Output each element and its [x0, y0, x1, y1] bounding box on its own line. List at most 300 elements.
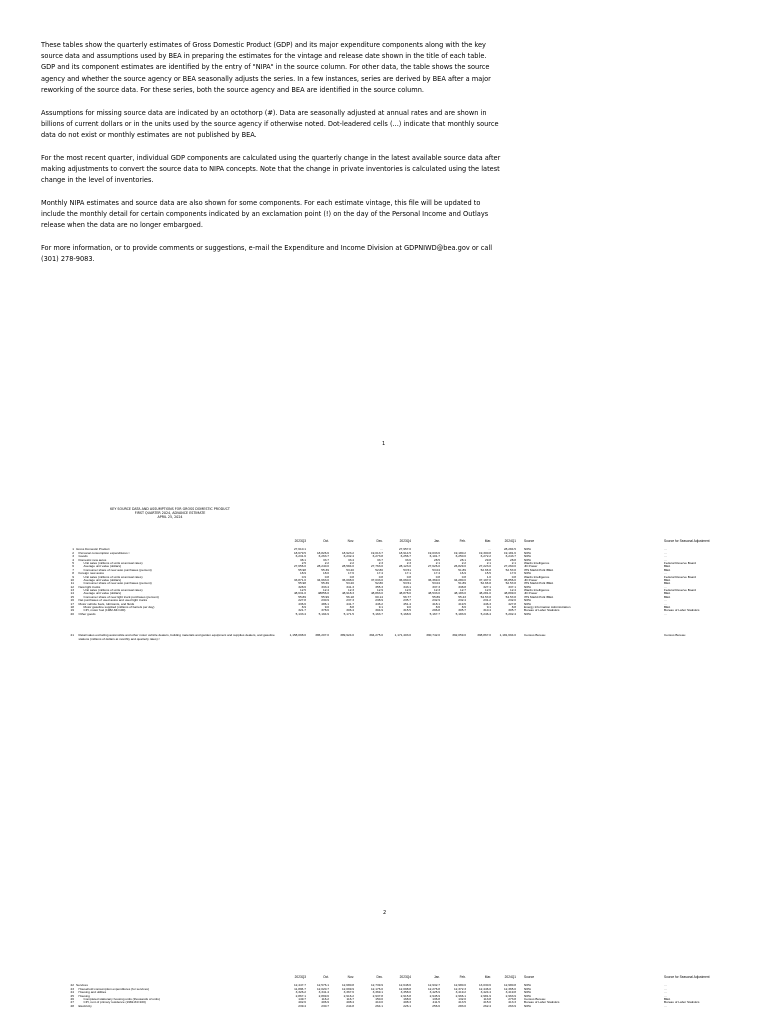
cell-value: 6,243.7: [505, 554, 516, 559]
key-source-data-table: [60, 540, 720, 644]
cell-value: 226.1: [403, 1003, 411, 1008]
cell-value: 12,176.0: [370, 986, 383, 991]
cell-value: 3,419.2: [455, 990, 466, 995]
cell-value: 28,584.0: [341, 564, 354, 569]
cell-value: 0.8: [461, 574, 466, 579]
line-number: 17: [70, 601, 74, 606]
cell-value: 6,272.2: [480, 554, 491, 559]
source-cell: Bureau of Labor Statistics: [524, 1000, 560, 1005]
cell-value: 413.5: [458, 1000, 466, 1005]
cell-value: 17.6: [347, 571, 354, 576]
cell-value: 321.7: [298, 608, 306, 613]
cell-value: 19,013.7: [370, 550, 383, 555]
seasonal-adjustment-cell: ...: [664, 598, 667, 603]
cell-value: 239.4: [298, 1003, 306, 1008]
cell-value: 53.20: [346, 567, 354, 572]
cell-value: 446.2: [375, 601, 383, 606]
cell-value: 2.3: [378, 560, 383, 565]
line-number: 8: [72, 571, 74, 576]
cell-value: 48856.0: [317, 591, 329, 596]
column-header: Oct.: [323, 539, 329, 543]
cell-value: 17.4: [433, 571, 440, 576]
cell-value: 6,231.6: [295, 554, 306, 559]
cell-value: 28,240.0: [316, 564, 329, 569]
cell-value: 237.3: [346, 598, 354, 603]
row-label: Unit sales (millions of units at annual rates): [83, 575, 143, 579]
seasonal-adjustment-cell: BEA: [664, 577, 671, 582]
page-number: 2: [383, 910, 387, 916]
table-title-line: KEY SOURCE DATA AND ASSUMPTIONS FOR GROSS DOMESTIC PRODUCT: [110, 507, 230, 511]
line-number: 27: [70, 1000, 74, 1005]
cell-value: ...: [488, 547, 491, 552]
cell-value: 12.6: [484, 588, 491, 593]
cell-value: 51.89: [458, 567, 466, 572]
cell-value: 27,223.0: [478, 564, 491, 569]
cell-value: 2,945.9: [429, 993, 440, 998]
cell-value: 3,341.4: [318, 990, 329, 995]
seasonal-adjustment-cell: Census Bureau: [664, 633, 686, 638]
cell-value: 12,739.9: [370, 983, 383, 988]
source-cell: NIPA: [524, 557, 531, 562]
cell-value: 52.80: [375, 581, 383, 586]
column-header: 2023Q3: [294, 975, 306, 979]
cell-value: 18,826.6: [316, 550, 329, 555]
cell-value: 12.7: [459, 588, 466, 593]
intro-paragraph: For more information, or to provide comments or suggestions, e-mail the Expenditure and Income Division at GDPNIWD@bea.gov or call (301) 278-9083.: [41, 244, 493, 264]
cell-value: 2.1: [435, 560, 440, 565]
cell-value: 132.0: [458, 996, 466, 1001]
cell-value: 27,763.0: [370, 564, 383, 569]
seasonal-adjustment-cell: ...: [664, 554, 667, 559]
cell-value: 27,260.0: [503, 564, 516, 569]
seasonal-adjustment-cell: Bureau of Labor Statistics: [664, 1000, 700, 1005]
cell-value: 55.39: [321, 581, 329, 586]
cell-value: 8.8: [349, 605, 354, 610]
cell-value: 413.3: [508, 1000, 516, 1005]
cell-value: 12,980.8: [503, 983, 516, 988]
line-number: 7: [72, 567, 74, 572]
intro-paragraph: For the most recent quarter, individual GDP components are calculated using the quarterly change in the latest available source data after making adjustments to convert the source data to NIPA concepts. Note that the change in private inventories is calculated using the latest change in the level of inventories.: [41, 153, 501, 185]
cell-value: 5,168.6: [400, 611, 411, 616]
cell-value: 389,924.0: [340, 633, 354, 638]
row-label: Net purchases of used autos and used light trucks: [78, 599, 148, 603]
page-number: 1: [382, 441, 386, 447]
cell-value: 12.9: [376, 588, 383, 593]
source-cell: NIPA: [524, 554, 531, 559]
cell-value: 273.8: [508, 996, 516, 1001]
cell-value: 232.9: [432, 598, 440, 603]
cell-value: 53.51: [403, 581, 411, 586]
cell-value: 54.53 #: [505, 594, 516, 599]
cell-value: 36,369.0: [427, 577, 440, 582]
cell-value: 305.7: [508, 608, 516, 613]
cell-value: 0.9: [301, 574, 306, 579]
cell-value: 37,197.0: [478, 577, 491, 582]
row-label: Consumer share of new auto purchases (percent): [83, 582, 152, 586]
cell-value: 19,180.2: [453, 550, 466, 555]
cell-value: 333.4: [321, 584, 329, 589]
cell-value: 378.6: [321, 608, 329, 613]
seasonal-adjustment-cell: BEA: [664, 996, 671, 1001]
line-number: 24: [70, 990, 74, 995]
line-number: 3: [72, 554, 74, 559]
cell-value: 6,273.8: [372, 554, 383, 559]
line-number: 28: [70, 1003, 74, 1008]
cell-value: 338.8: [458, 584, 466, 589]
row-label: Average unit value (dollars): [83, 565, 122, 569]
cell-value: 36,060.0: [398, 577, 411, 582]
table-title-line: FIRST QUARTER 2024, ADVANCE ESTIMATE: [134, 511, 206, 515]
cell-value: 12.6: [404, 588, 411, 593]
table-header-row: [60, 540, 720, 543]
cell-value: 12.3: [433, 588, 440, 593]
cell-value: 2,937.8: [372, 993, 383, 998]
cell-value: 3,424.4: [480, 990, 491, 995]
cell-value: 136.8: [432, 996, 440, 1001]
cell-value: 27,610.1: [293, 547, 306, 552]
cell-value: 263.9: [508, 1003, 516, 1008]
cell-value: 5,133.4: [295, 611, 306, 616]
cell-value: 3,367.6: [343, 990, 354, 995]
cell-value: 55.98: [298, 581, 306, 586]
seasonal-adjustment-cell: BEA: [664, 581, 671, 586]
cell-value: 12,932.7: [427, 983, 440, 988]
cell-value: 2,867.1: [295, 993, 306, 998]
column-header: 2024Q1: [504, 975, 516, 979]
cell-value: 11,896.7: [294, 986, 306, 991]
line-number: 20: [70, 611, 74, 616]
cell-value: 52.80: [375, 567, 383, 572]
cell-value: 12,099.9: [341, 986, 354, 991]
cell-value: 343.1: [403, 584, 411, 589]
cell-value: 52.66 #: [480, 567, 491, 572]
source-cell: Bureau of Labor Statistics: [524, 608, 560, 613]
intro-paragraph: Monthly NIPA estimates and source data are also shown for some components. For each estimate vintage, this file will be updated to include the monthly detail for certain components indicated by an exclamation point (!) on the day of the Personal Income and Outlays release when the data are no longer embargoed.: [41, 199, 489, 230]
line-number: 14: [70, 591, 74, 596]
source-cell: NIPA: [524, 550, 531, 555]
cell-value: 28.8: [509, 557, 516, 562]
column-header: Mar.: [484, 975, 491, 979]
cell-value: 8.6: [461, 605, 466, 610]
cell-value: 231.2: [483, 598, 491, 603]
source-cell: NIPA: [524, 571, 531, 576]
cell-value: 53.20: [346, 581, 354, 586]
cell-value: 33.6: [404, 557, 411, 562]
table-header-row: [60, 976, 720, 979]
row-label: Consumer share of new light truck purchases (percent): [83, 595, 159, 599]
cell-value: 53.04: [432, 567, 440, 572]
cell-value: 486.1: [321, 601, 329, 606]
line-number: 6: [72, 564, 74, 569]
cell-value: 6,250.0: [455, 554, 466, 559]
cell-value: 2,899.6: [318, 993, 329, 998]
cell-value: 244.8: [346, 1003, 354, 1008]
cell-value: 60.14: [375, 594, 383, 599]
row-label: Consumer share of new auto purchases (percent): [83, 568, 152, 572]
cell-value: 0.8: [378, 574, 383, 579]
cell-value: 328.6: [298, 584, 306, 589]
cell-value: 451.4: [403, 601, 411, 606]
cell-value: 52.66 #: [480, 581, 491, 586]
row-label: Housing: [78, 994, 90, 998]
cell-value: ...: [380, 547, 383, 552]
row-label: Housing and utilities: [78, 991, 107, 995]
cell-value: 28.5: [433, 557, 440, 562]
source-cell: NIPA: [524, 611, 531, 616]
cell-value: 256.6: [432, 1003, 440, 1008]
cell-value: 337.1: [508, 584, 516, 589]
cell-value: 150.0: [375, 996, 383, 1001]
line-number: 19: [70, 608, 74, 613]
column-header: Jan.: [433, 539, 440, 543]
cell-value: 5,202.4: [505, 611, 516, 616]
source-cell: NIPA: [524, 1003, 531, 1008]
cell-value: 34,663.0: [316, 577, 329, 582]
cell-value: 0.8: [435, 574, 440, 579]
seasonal-adjustment-cell: ...: [664, 993, 667, 998]
line-number: 10: [70, 577, 74, 582]
cell-value: 17.4: [376, 571, 383, 576]
cell-value: 55.39: [321, 567, 329, 572]
source-cell: NIPA: [524, 598, 531, 603]
cell-value: 53.51: [403, 567, 411, 572]
cell-value: 37,033.0: [370, 577, 383, 582]
cell-value: 283.0: [458, 1003, 466, 1008]
line-number: 13: [70, 588, 74, 593]
row-label: New light trucks: [78, 585, 101, 589]
cell-value: 16.9: [459, 571, 466, 576]
column-header: 2024Q1: [504, 539, 516, 543]
cell-value: 6,232.4: [343, 554, 354, 559]
column-header: Jan.: [433, 975, 440, 979]
seasonal-adjustment-cell: Federal Reserve Board: [664, 574, 696, 579]
cell-value: 27,626.0: [427, 564, 440, 569]
cell-value: 19,181.6: [503, 550, 516, 555]
cell-value: 12.3: [347, 588, 354, 593]
cell-value: 15.5: [484, 571, 491, 576]
row-label: Completed stationary housing units (thousands of units): [83, 997, 160, 1001]
line-number: 5: [72, 560, 74, 565]
source-cell: NIPA: [524, 986, 531, 991]
cell-value: 18,679.5: [293, 550, 306, 555]
cell-value: 230.9: [321, 598, 329, 603]
table-title: [60, 507, 280, 519]
intro-text: [41, 40, 501, 277]
cell-value: 55.43: [458, 594, 466, 599]
row-label: Personal consumption expenditures ¹: [78, 551, 130, 555]
cell-value: 26,829.0: [453, 564, 466, 569]
line-number: 11: [70, 581, 74, 586]
cell-value: 55.89: [298, 594, 306, 599]
seasonal-adjustment-cell: Federal Reserve Board: [664, 560, 696, 565]
cell-value: 48,918.3: [341, 591, 354, 596]
cell-value: 436.6: [298, 601, 306, 606]
column-header: Source for Seasonal Adjustment: [664, 975, 710, 979]
seasonal-adjustment-cell: BEA: [664, 605, 671, 610]
cell-value: 17.6: [509, 571, 516, 576]
cell-value: 0.8: [406, 574, 411, 579]
seasonal-adjustment-cell: BEA: [664, 594, 671, 599]
cell-value: 419.5: [458, 601, 466, 606]
cell-value: 48,878.0: [398, 591, 411, 596]
cell-value: 2.5: [301, 560, 306, 565]
column-header: Nov.: [347, 975, 354, 979]
cell-value: 5,183.6: [455, 611, 466, 616]
seasonal-adjustment-cell: Federal Reserve Board: [664, 588, 696, 593]
column-header: Dec.: [376, 539, 383, 543]
cell-value: 398,867.0: [477, 633, 491, 638]
cell-value: 2.2: [349, 560, 354, 565]
column-header: 2023Q3: [294, 539, 306, 543]
row-label: Average unit value (dollars): [83, 592, 122, 596]
intro-paragraph: These tables show the quarterly estimates of Gross Domestic Product (GDP) and its major expenditure components along with the key source data and assumptions used by BEA in preparing the estimates for the vintage and release date shown in the title of each table. GDP and its component estimates are identified by the entry of "NIPA" in the source column. For other data, the table shows the source agency and whether the source agency or BEA seasonally adjusts the series. In a few instances, series are derived by BEA after a major reworking of the source data. For these series, both the source agency and BEA are identified in the source column.: [41, 41, 491, 94]
cell-value: 18.0: [322, 571, 329, 576]
source-cell: Wards Intelligence: [524, 588, 550, 593]
cell-value: 441.7: [346, 601, 354, 606]
line-number: 2: [72, 550, 74, 555]
line-number: 12: [70, 584, 74, 589]
cell-value: 0.8: [511, 574, 516, 579]
source-cell: JD Power: [524, 577, 538, 582]
cell-value: 12,020.7: [316, 986, 329, 991]
source-cell: Census Bureau: [524, 633, 546, 638]
cell-value: 1,158,098.0: [289, 633, 306, 638]
source-cell: Energy Information Administration: [524, 605, 571, 610]
row-label: CPI, motor fuel (1982-84=100): [83, 609, 126, 613]
column-header: Feb.: [459, 539, 466, 543]
cell-value: 2.2: [324, 560, 329, 565]
cell-value: 12,980.0: [453, 983, 466, 988]
seasonal-adjustment-cell: ...: [664, 1003, 667, 1008]
table-title-line: APRIL 25, 2024: [157, 515, 183, 519]
cell-value: 2.1: [511, 560, 516, 565]
cell-value: 6,263.7: [318, 554, 329, 559]
cell-value: 238.9: [375, 598, 383, 603]
column-header: Source: [524, 975, 535, 979]
cell-value: 446.3: [483, 601, 491, 606]
cell-value: 2,981.9: [480, 993, 491, 998]
seasonal-adjustment-cell: Bureau of Labor Statistics: [664, 608, 700, 613]
cell-value: 116.7: [346, 996, 354, 1001]
key-source-data-table-continued: [60, 976, 720, 1008]
cell-value: 386,207.0: [315, 633, 329, 638]
cell-value: 2.1: [486, 560, 491, 565]
cell-value: 427.8: [508, 601, 516, 606]
cell-value: 48,183.0: [453, 591, 466, 596]
cell-value: 48,631.0: [293, 591, 306, 596]
row-label: Retail sales excluding automobile and other motor vehicle dealers, building materials and garden equipment and supplies dealers, and gasoline stations (millions of dollars at monthly and quarterly rates) ²: [78, 634, 275, 641]
line-number: 9: [72, 574, 74, 579]
source-cell: JD Power: [524, 591, 538, 596]
cell-value: 28,123.0: [398, 564, 411, 569]
cell-value: 6,101.7: [429, 554, 440, 559]
cell-value: 149.7: [298, 996, 306, 1001]
cell-value: 56.18: [346, 594, 354, 599]
line-number: 22: [70, 983, 74, 988]
cell-value: 55.98: [298, 567, 306, 572]
cell-value: 12.5: [299, 588, 306, 593]
cell-value: 34,280.0: [453, 577, 466, 582]
row-label: Services: [76, 984, 88, 988]
cell-value: 28,284.5: [503, 547, 516, 552]
cell-value: 8.8: [511, 605, 516, 610]
cell-value: 1,171,403.0: [394, 633, 411, 638]
cell-value: 0.8: [324, 574, 329, 579]
cell-value: 337.3: [432, 584, 440, 589]
line-number: 15: [70, 594, 74, 599]
cell-value: 2,916.2: [343, 993, 354, 998]
cell-value: 18,914.5: [398, 550, 411, 555]
cell-value: 235.7: [403, 598, 411, 603]
seasonal-adjustment-cell: ...: [664, 571, 667, 576]
source-cell: NIPA: [524, 547, 531, 552]
row-label: Domestic new autos: [78, 558, 107, 562]
source-cell: IHS Markit Polk /BEA: [524, 581, 554, 586]
table-row: [60, 613, 720, 616]
seasonal-adjustment-cell: ...: [664, 611, 667, 616]
cell-value: 410.0: [375, 1000, 383, 1005]
source-cell: NIPA: [524, 983, 531, 988]
row-label: Foreign new autos: [78, 572, 104, 576]
line-number: 16: [70, 598, 74, 603]
line-number: 21: [70, 633, 74, 638]
cell-value: 232.0: [508, 598, 516, 603]
cell-value: 9.1: [486, 605, 491, 610]
seasonal-adjustment-cell: ...: [664, 990, 667, 995]
cell-value: 3,326.2: [295, 990, 306, 995]
row-label: Motor vehicle fuels, lubricants, and fluids: [78, 602, 135, 606]
seasonal-adjustment-cell: BEA: [664, 591, 671, 596]
row-label: Other goods: [78, 612, 96, 616]
line-number: 25: [70, 993, 74, 998]
seasonal-adjustment-cell: BEA: [664, 567, 671, 572]
cell-value: 17.1: [404, 571, 411, 576]
cell-value: 56.77: [403, 594, 411, 599]
cell-value: 418.1: [432, 601, 440, 606]
line-number: 1: [72, 547, 74, 552]
cell-value: 327.1: [483, 584, 491, 589]
table-row: [60, 634, 720, 644]
row-label: Gross Domestic Product: [76, 548, 110, 552]
cell-value: 12.4: [322, 588, 329, 593]
cell-value: 262.4: [483, 1003, 491, 1008]
table-row: [60, 1005, 720, 1008]
cell-value: 33.7: [322, 557, 329, 562]
cell-value: 9.0: [324, 605, 329, 610]
column-header: Nov.: [347, 539, 354, 543]
cell-value: 38.1: [299, 557, 306, 562]
source-cell: JD Power: [524, 564, 538, 569]
cell-value: 9.1: [378, 605, 383, 610]
cell-value: 2,963.9: [505, 993, 516, 998]
cell-value: 48,533.0: [427, 591, 440, 596]
cell-value: 113.8: [483, 996, 491, 1001]
cell-value: 3,369.1: [372, 990, 383, 995]
cell-value: 230.7: [321, 1003, 329, 1008]
cell-value: 5,163.7: [372, 611, 383, 616]
source-cell: IHS Markit Polk /BEA: [524, 594, 554, 599]
cell-value: 408.4: [346, 1000, 354, 1005]
cell-value: 28.1: [459, 557, 466, 562]
line-number: 26: [70, 996, 74, 1001]
column-header: Source: [524, 539, 535, 543]
source-cell: Wards Intelligence: [524, 560, 550, 565]
cell-value: 355.3: [375, 584, 383, 589]
cell-value: 1.0: [486, 574, 491, 579]
cell-value: 18.9: [299, 571, 306, 576]
cell-value: 306.4: [346, 608, 354, 613]
cell-value: 54.53 #: [480, 594, 491, 599]
